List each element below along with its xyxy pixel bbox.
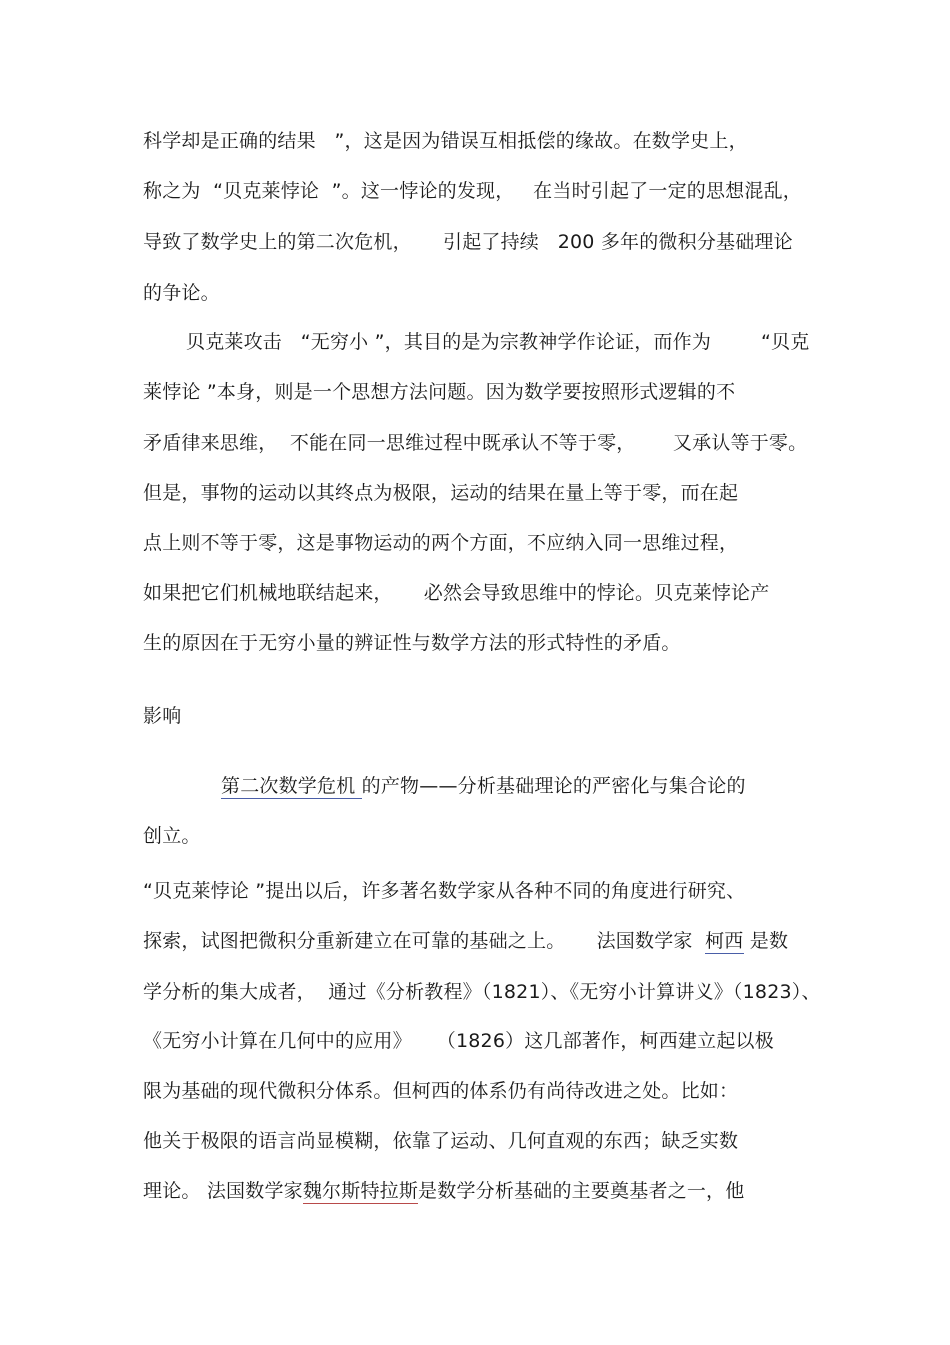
paragraph-1-line-4: 的争论。	[143, 282, 220, 304]
link-weierstrass[interactable]: 魏尔斯特拉斯	[302, 1180, 419, 1202]
paragraph-4-line-5: 限为基础的现代微积分体系。但柯西的体系仍有尚待改进之处。比如：	[143, 1080, 739, 1102]
paragraph-4-line-2-text: 探索，试图把微积分重新建立在可靠的基础之上。 法国数学家	[143, 930, 706, 952]
paragraph-2-line-2: 莱悖论 ”本身，则是一个思想方法问题。因为数学要按照形式逻辑的不	[143, 381, 736, 403]
paragraph-3-line-2: 创立。	[143, 825, 201, 847]
paragraph-4-line-2-tail: 是数	[743, 930, 789, 952]
paragraph-2-line-5: 点上则不等于零，这是事物运动的两个方面，不应纳入同一思维过程，	[143, 532, 739, 554]
paragraph-4-line-7-text: 理论。 法国数学家	[143, 1180, 303, 1202]
paragraph-2-line-7: 生的原因在于无穷小量的辨证性与数学方法的形式特性的矛盾。	[143, 632, 681, 654]
paragraph-4-line-1: “贝克莱悖论 ”提出以后，许多著名数学家从各种不同的角度进行研究、	[143, 880, 746, 902]
paragraph-4-line-2	[143, 928, 938, 954]
section-heading: 影响	[143, 705, 182, 727]
link-second-math-crisis[interactable]: 第二次数学危机	[221, 775, 362, 797]
paragraph-1-line-1: 科学却是正确的结果 ”，这是因为错误互相抵偿的缘故。在数学史上，	[143, 130, 748, 152]
paragraph-2-line-6: 如果把它们机械地联结起来， 必然会导致思维中的悖论。贝克莱悖论产	[143, 582, 770, 604]
paragraph-4-line-3: 学分析的集大成者， 通过《分析教程》（1821）、《无穷小计算讲义》（1823）、	[143, 981, 821, 1003]
paragraph-2-line-3: 矛盾律来思维， 不能在同一思维过程中既承认不等于零， 又承认等于零。	[143, 432, 808, 454]
paragraph-1-line-2: 称之为 “贝克莱悖论 ”。这一悖论的发现， 在当时引起了一定的思想混乱，	[143, 180, 802, 202]
paragraph-4-line-6: 他关于极限的语言尚显模糊，依靠了运动、几何直观的东西；缺乏实数	[143, 1130, 739, 1152]
paragraph-4-line-4: 《无穷小计算在几何中的应用》 （1826）这几部著作，柯西建立起以极	[143, 1030, 774, 1052]
paragraph-4-line-7	[143, 1178, 938, 1204]
link-cauchy[interactable]: 柯西	[705, 930, 744, 952]
paragraph-2-line-1: 贝克莱攻击 “无穷小 ”，其目的是为宗教神学作论证，而作为 “贝克	[186, 331, 810, 353]
paragraph-3-line-1-text: 的产物——分析基础理论的严密化与集合论的	[361, 775, 746, 797]
paragraph-2-line-4: 但是，事物的运动以其终点为极限，运动的结果在量上等于零，而在起	[143, 482, 739, 504]
paragraph-3-line-1	[221, 773, 938, 799]
paragraph-1-line-3: 导致了数学史上的第二次危机， 引起了持续 200 多年的微积分基础理论	[143, 231, 793, 253]
paragraph-4-line-7-tail: 是数学分析基础的主要奠基者之一，他	[418, 1180, 745, 1202]
